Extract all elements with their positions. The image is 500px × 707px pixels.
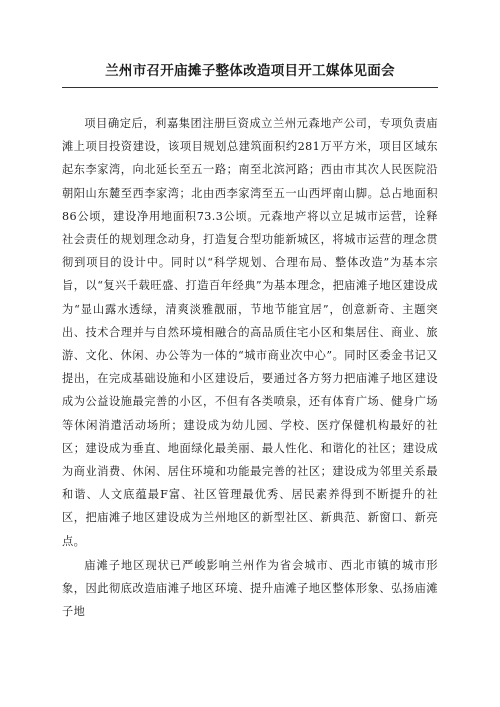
document-title: 兰州市召开庙摊子整体改造项目开工媒体见面会 (105, 63, 395, 79)
title-divider (62, 87, 438, 88)
document-body (62, 112, 438, 623)
body-paragraph: 项目确定后，利嘉集团注册巨资成立兰州元森地产公司，专项负责庙滩上项目投资建设，该项目规划总建筑面积约281万平方米，项目区域东起东李家湾，向北延长至五一路；南至北滨河路；西由市其次人民医院沿朝阳山东麓至西李家湾；北由西李家湾至五一山西坪南山脚。总占地面积86公顷，建设净用地面积73.3公顷。元森地产将以立足城市运营，诠释社会责任的规划理念动身，打造复合型功能新城区，将城市运营的理念贯彻到项目的设计中。同时以“科学规划、合理布局、整体改造”为基本宗旨，以“复兴千载旺盛、打造百年经典”为基本理念，把庙滩子地区建设成为“显山露水透绿，清爽淡雅靓丽，节地节能宜居”，创意新奇、主题突出、技术合理并与自然环境相融合的高品质住宅小区和集居住、商业、旅游、文化、休闲、办公等为一体的“城市商业次中心”。同时区委金书记又提出，在完成基础设施和小区建设后，要通过各方努力把庙滩子地区建设成为公益设施最完善的小区，不但有各类喷泉，还有体育广场、健身广场等休闲消遣活动场所；建设成为幼儿园、学校、医疗保健机构最好的社区；建设成为垂直、地面绿化最美丽、最人性化、和谐化的社区；建设成为商业消费、休闲、居住环境和功能最完善的社区；建设成为邻里关系最和谐、人文底蕴最F富、社区管理最优秀、居民素养得到不断提升的社区，把庙滩子地区建设成为兰州地区的新型社区、新典范、新窗口、新亮点。 (62, 117, 438, 548)
body-paragraph: 庙滩子地区现状已严峻影响兰州作为省会城市、西北市镇的城市形象，因此彻底改造庙滩子地区环境、提升庙滩子地区整体形象、弘扬庙滩子地 (62, 558, 438, 619)
